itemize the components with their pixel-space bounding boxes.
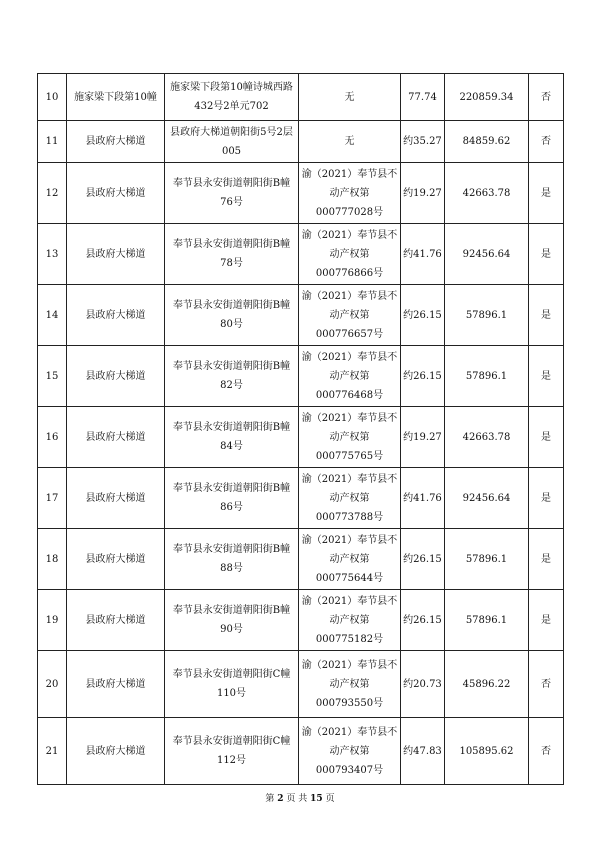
row-number: 16 — [38, 407, 67, 468]
row-number: 14 — [38, 285, 67, 346]
certificate-number: 渝（2021）奉节县不动产权第000793550号 — [299, 651, 401, 718]
building-area: 约26.15 — [401, 590, 445, 651]
assessed-value: 42663.78 — [445, 407, 529, 468]
certificate-number: 渝（2021）奉节县不动产权第000793407号 — [299, 718, 401, 785]
property-name: 县政府大梯道 — [67, 651, 165, 718]
certificate-number: 渝（2021）奉节县不动产权第000773788号 — [299, 468, 401, 529]
property-name: 县政府大梯道 — [67, 468, 165, 529]
row-number: 17 — [38, 468, 67, 529]
assessed-value: 57896.1 — [445, 285, 529, 346]
status-flag: 是 — [529, 224, 564, 285]
property-name: 县政府大梯道 — [67, 529, 165, 590]
assessed-value: 92456.64 — [445, 468, 529, 529]
table-row — [38, 346, 564, 407]
certificate-number: 渝（2021）奉节县不动产权第000775765号 — [299, 407, 401, 468]
building-area: 约41.76 — [401, 468, 445, 529]
status-flag: 否 — [529, 74, 564, 121]
row-number: 15 — [38, 346, 67, 407]
certificate-number: 渝（2021）奉节县不动产权第000776866号 — [299, 224, 401, 285]
status-flag: 是 — [529, 468, 564, 529]
property-name: 县政府大梯道 — [67, 121, 165, 163]
property-address: 奉节县永安街道朝阳街B幢76号 — [165, 163, 299, 224]
status-flag: 否 — [529, 718, 564, 785]
certificate-number: 渝（2021）奉节县不动产权第000775644号 — [299, 529, 401, 590]
total-page-count: 15 — [310, 794, 323, 804]
footer-middle: 页 共 — [286, 794, 308, 804]
property-address: 奉节县永安街道朝阳街B幢86号 — [165, 468, 299, 529]
assessed-value: 220859.34 — [445, 74, 529, 121]
property-name: 县政府大梯道 — [67, 407, 165, 468]
certificate-number: 渝（2021）奉节县不动产权第000776468号 — [299, 346, 401, 407]
property-address: 奉节县永安街道朝阳街C幢112号 — [165, 718, 299, 785]
building-area: 77.74 — [401, 74, 445, 121]
page-footer — [0, 791, 600, 804]
table-row — [38, 590, 564, 651]
assessed-value: 42663.78 — [445, 163, 529, 224]
assessed-value: 57896.1 — [445, 590, 529, 651]
building-area: 约19.27 — [401, 163, 445, 224]
table-row — [38, 285, 564, 346]
property-name: 县政府大梯道 — [67, 346, 165, 407]
property-address: 奉节县永安街道朝阳街B幢88号 — [165, 529, 299, 590]
status-flag: 否 — [529, 651, 564, 718]
status-flag: 是 — [529, 346, 564, 407]
certificate-number: 渝（2021）奉节县不动产权第000777028号 — [299, 163, 401, 224]
property-address: 奉节县永安街道朝阳街C幢110号 — [165, 651, 299, 718]
row-number: 13 — [38, 224, 67, 285]
current-page-number: 2 — [277, 794, 284, 804]
asset-table-body — [38, 74, 564, 785]
table-row — [38, 74, 564, 121]
building-area: 约19.27 — [401, 407, 445, 468]
property-name: 县政府大梯道 — [67, 285, 165, 346]
certificate-number: 渝（2021）奉节县不动产权第000776657号 — [299, 285, 401, 346]
building-area: 约20.73 — [401, 651, 445, 718]
footer-suffix: 页 — [325, 794, 335, 804]
row-number: 19 — [38, 590, 67, 651]
row-number: 20 — [38, 651, 67, 718]
row-number: 11 — [38, 121, 67, 163]
property-address: 奉节县永安街道朝阳街B幢82号 — [165, 346, 299, 407]
status-flag: 是 — [529, 590, 564, 651]
status-flag: 是 — [529, 163, 564, 224]
table-row — [38, 468, 564, 529]
building-area: 约41.76 — [401, 224, 445, 285]
status-flag: 是 — [529, 407, 564, 468]
property-address: 奉节县永安街道朝阳街B幢78号 — [165, 224, 299, 285]
property-address: 县政府大梯道朝阳街5号2层005 — [165, 121, 299, 163]
status-flag: 是 — [529, 285, 564, 346]
property-name: 县政府大梯道 — [67, 163, 165, 224]
row-number: 21 — [38, 718, 67, 785]
assessed-value: 45896.22 — [445, 651, 529, 718]
assessed-value: 57896.1 — [445, 346, 529, 407]
status-flag: 是 — [529, 529, 564, 590]
assessed-value: 92456.64 — [445, 224, 529, 285]
row-number: 12 — [38, 163, 67, 224]
property-name: 县政府大梯道 — [67, 590, 165, 651]
property-name: 县政府大梯道 — [67, 224, 165, 285]
table-row — [38, 529, 564, 590]
footer-prefix: 第 — [265, 794, 275, 804]
property-name: 施家梁下段第10幢 — [67, 74, 165, 121]
status-flag: 否 — [529, 121, 564, 163]
asset-table — [37, 73, 564, 785]
building-area: 约26.15 — [401, 346, 445, 407]
assessed-value: 57896.1 — [445, 529, 529, 590]
property-address: 奉节县永安街道朝阳街B幢90号 — [165, 590, 299, 651]
property-address: 奉节县永安街道朝阳街B幢84号 — [165, 407, 299, 468]
table-row — [38, 718, 564, 785]
table-row — [38, 163, 564, 224]
property-address: 施家梁下段第10幢诗城西路432号2单元702 — [165, 74, 299, 121]
row-number: 18 — [38, 529, 67, 590]
certificate-number: 无 — [299, 121, 401, 163]
row-number: 10 — [38, 74, 67, 121]
certificate-number: 渝（2021）奉节县不动产权第000775182号 — [299, 590, 401, 651]
table-row — [38, 121, 564, 163]
table-row — [38, 224, 564, 285]
table-row — [38, 651, 564, 718]
assessed-value: 105895.62 — [445, 718, 529, 785]
building-area: 约26.15 — [401, 285, 445, 346]
property-name: 县政府大梯道 — [67, 718, 165, 785]
assessed-value: 84859.62 — [445, 121, 529, 163]
certificate-number: 无 — [299, 74, 401, 121]
building-area: 约35.27 — [401, 121, 445, 163]
building-area: 约47.83 — [401, 718, 445, 785]
building-area: 约26.15 — [401, 529, 445, 590]
property-address: 奉节县永安街道朝阳街B幢80号 — [165, 285, 299, 346]
table-row — [38, 407, 564, 468]
